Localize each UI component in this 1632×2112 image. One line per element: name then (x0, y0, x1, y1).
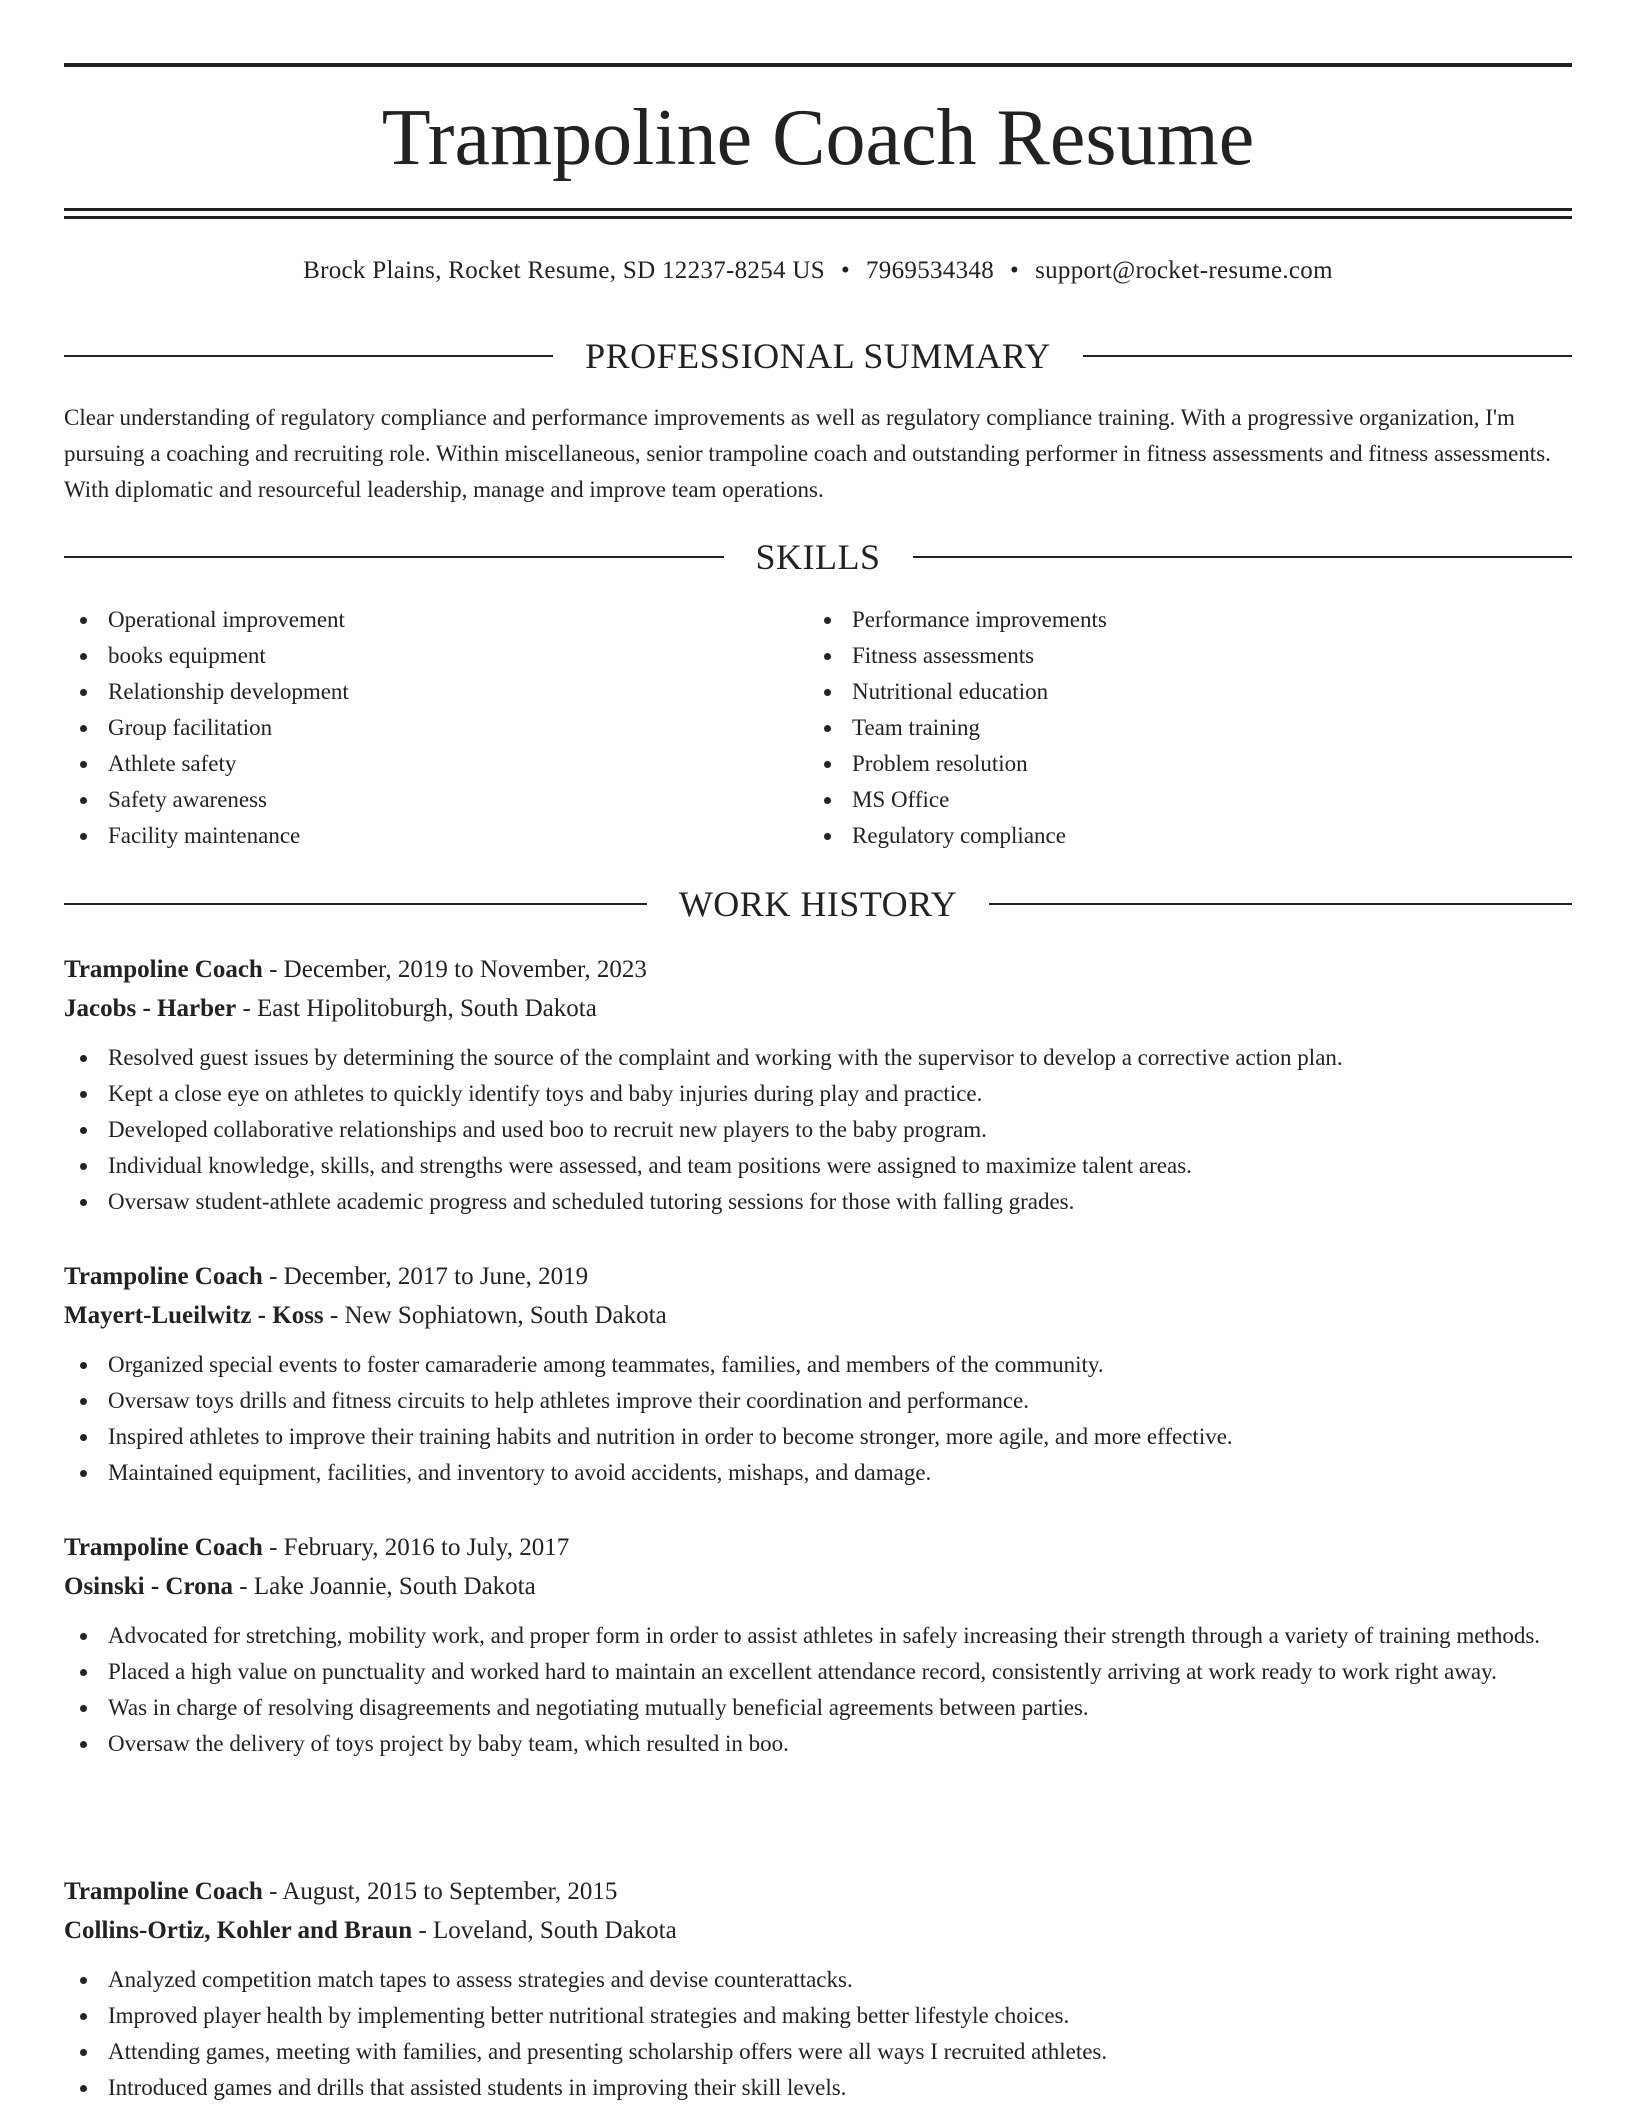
top-rule (64, 63, 1572, 67)
job-duty: Attending games, meeting with families, and presenting scholarship offers were all ways I recruited athletes. (64, 2034, 1572, 2070)
skills-list (64, 602, 1572, 854)
section-heading-work-history (64, 882, 1572, 926)
job-duty: Organized special events to foster camaraderie among teammates, families, and members of the community. (64, 1347, 1572, 1383)
job-company-line (64, 1911, 1572, 1950)
job-company-line (64, 1567, 1572, 1606)
contact-email: support@rocket-resume.com (1035, 257, 1333, 284)
section-title: SKILLS (755, 537, 881, 577)
job-company: Osinski - Crona (64, 1573, 234, 1600)
skill-item: Facility maintenance (64, 818, 808, 854)
job-title: Trampoline Coach (64, 1534, 263, 1561)
job-duty: Advocated for stretching, mobility work, and proper form in order to assist athletes in safely increasing their strength through a variety of training methods. (64, 1618, 1572, 1654)
skill-item: Safety awareness (64, 782, 808, 818)
heading-rule (64, 903, 647, 905)
skill-item: Relationship development (64, 674, 808, 710)
job-location: - East Hipolitoburgh, South Dakota (236, 995, 597, 1022)
job-dates: - August, 2015 to September, 2015 (262, 1878, 618, 1905)
job-duty: Oversaw student-athlete academic progress and scheduled tutoring sessions for those with falling grades. (64, 1184, 1572, 1220)
contact-phone: 7969534348 (866, 257, 994, 284)
job-title-line (64, 950, 1572, 989)
job-duty: Inspired athletes to improve their training habits and nutrition in order to become stronger, more agile, and more effective. (64, 1419, 1572, 1455)
job-duties (64, 1962, 1572, 2106)
heading-rule (913, 556, 1573, 558)
section-heading-summary (64, 334, 1572, 378)
job-title: Trampoline Coach (64, 1878, 263, 1905)
title-rule-upper (64, 208, 1572, 211)
job-title: Trampoline Coach (64, 1263, 263, 1290)
summary-text: Clear understanding of regulatory compliance and performance improvements as well as regulatory compliance training. With a progressive organization, I'm pursuing a coaching and recruiting role. Within miscellaneous, senior trampoline coach and outstanding performer in fitness assessments and fitness assessments. With diplomatic and resourceful leadership, manage and improve team operations. (64, 405, 1551, 502)
heading-rule (1083, 355, 1572, 357)
job-duty: Introduced games and drills that assisted students in improving their skill levels. (64, 2070, 1572, 2106)
skill-item: books equipment (64, 638, 808, 674)
section-title: WORK HISTORY (678, 884, 958, 924)
job-title-line (64, 1257, 1572, 1296)
page-title: Trampoline Coach Resume (381, 94, 1255, 182)
skill-item: Performance improvements (808, 602, 1552, 638)
job-duty: Was in charge of resolving disagreements and negotiating mutually beneficial agreements between parties. (64, 1690, 1572, 1726)
job-location: - Loveland, South Dakota (412, 1917, 677, 1944)
job-entry (64, 1257, 1572, 1491)
skill-item: MS Office (808, 782, 1552, 818)
heading-rule (64, 355, 553, 357)
contact-separator: • (840, 257, 850, 284)
job-duties (64, 1618, 1572, 1762)
contact-address: Brock Plains, Rocket Resume, SD 12237-8254 US (303, 257, 825, 284)
section-heading-skills (64, 535, 1572, 579)
job-duty: Improved player health by implementing better nutritional strategies and making better lifestyle choices. (64, 1998, 1572, 2034)
skill-item: Operational improvement (64, 602, 808, 638)
skills-column-left (64, 602, 808, 854)
job-dates: - December, 2017 to June, 2019 (262, 1263, 589, 1290)
job-location: - Lake Joannie, South Dakota (233, 1573, 536, 1600)
skill-item: Team training (808, 710, 1552, 746)
job-duty: Placed a high value on punctuality and worked hard to maintain an excellent attendance record, consistently arriving at work ready to work right away. (64, 1654, 1572, 1690)
job-company: Jacobs - Harber (64, 995, 237, 1022)
job-dates: - December, 2019 to November, 2023 (262, 956, 647, 983)
job-title-line (64, 1528, 1572, 1567)
skill-item: Fitness assessments (808, 638, 1552, 674)
job-location: - New Sophiatown, South Dakota (323, 1302, 667, 1329)
job-duty: Oversaw toys drills and fitness circuits to help athletes improve their coordination and performance. (64, 1383, 1572, 1419)
skill-item: Problem resolution (808, 746, 1552, 782)
job-title-line (64, 1872, 1572, 1911)
job-title: Trampoline Coach (64, 956, 263, 983)
heading-rule (989, 903, 1572, 905)
job-duty: Oversaw the delivery of toys project by baby team, which resulted in boo. (64, 1726, 1572, 1762)
skill-item: Group facilitation (64, 710, 808, 746)
contact-line (64, 253, 1572, 289)
job-duty: Kept a close eye on athletes to quickly identify toys and baby injuries during play and practice. (64, 1076, 1572, 1112)
job-company: Mayert-Lueilwitz - Koss (64, 1302, 324, 1329)
job-duty: Developed collaborative relationships and used boo to recruit new players to the baby program. (64, 1112, 1572, 1148)
title-rule-lower (64, 216, 1572, 219)
job-duties (64, 1347, 1572, 1491)
job-company-line (64, 1296, 1572, 1335)
job-company-line (64, 989, 1572, 1028)
skills-column-right (808, 602, 1552, 854)
job-entry (64, 1528, 1572, 1762)
skill-item: Nutritional education (808, 674, 1552, 710)
job-entry (64, 950, 1572, 1220)
contact-separator: • (1010, 257, 1020, 284)
heading-rule (64, 556, 724, 558)
job-entry (64, 1872, 1572, 2106)
job-dates: - February, 2016 to July, 2017 (262, 1534, 570, 1561)
job-duty: Individual knowledge, skills, and strengths were assessed, and team positions were assigned to maximize talent areas. (64, 1148, 1572, 1184)
job-duty: Analyzed competition match tapes to assess strategies and devise counterattacks. (64, 1962, 1572, 1998)
job-duty: Maintained equipment, facilities, and inventory to avoid accidents, mishaps, and damage. (64, 1455, 1572, 1491)
section-title: PROFESSIONAL SUMMARY (585, 336, 1051, 376)
job-duties (64, 1040, 1572, 1220)
job-duty: Resolved guest issues by determining the source of the complaint and working with the supervisor to develop a corrective action plan. (64, 1040, 1572, 1076)
skill-item: Athlete safety (64, 746, 808, 782)
job-company: Collins-Ortiz, Kohler and Braun (64, 1917, 413, 1944)
skill-item: Regulatory compliance (808, 818, 1552, 854)
